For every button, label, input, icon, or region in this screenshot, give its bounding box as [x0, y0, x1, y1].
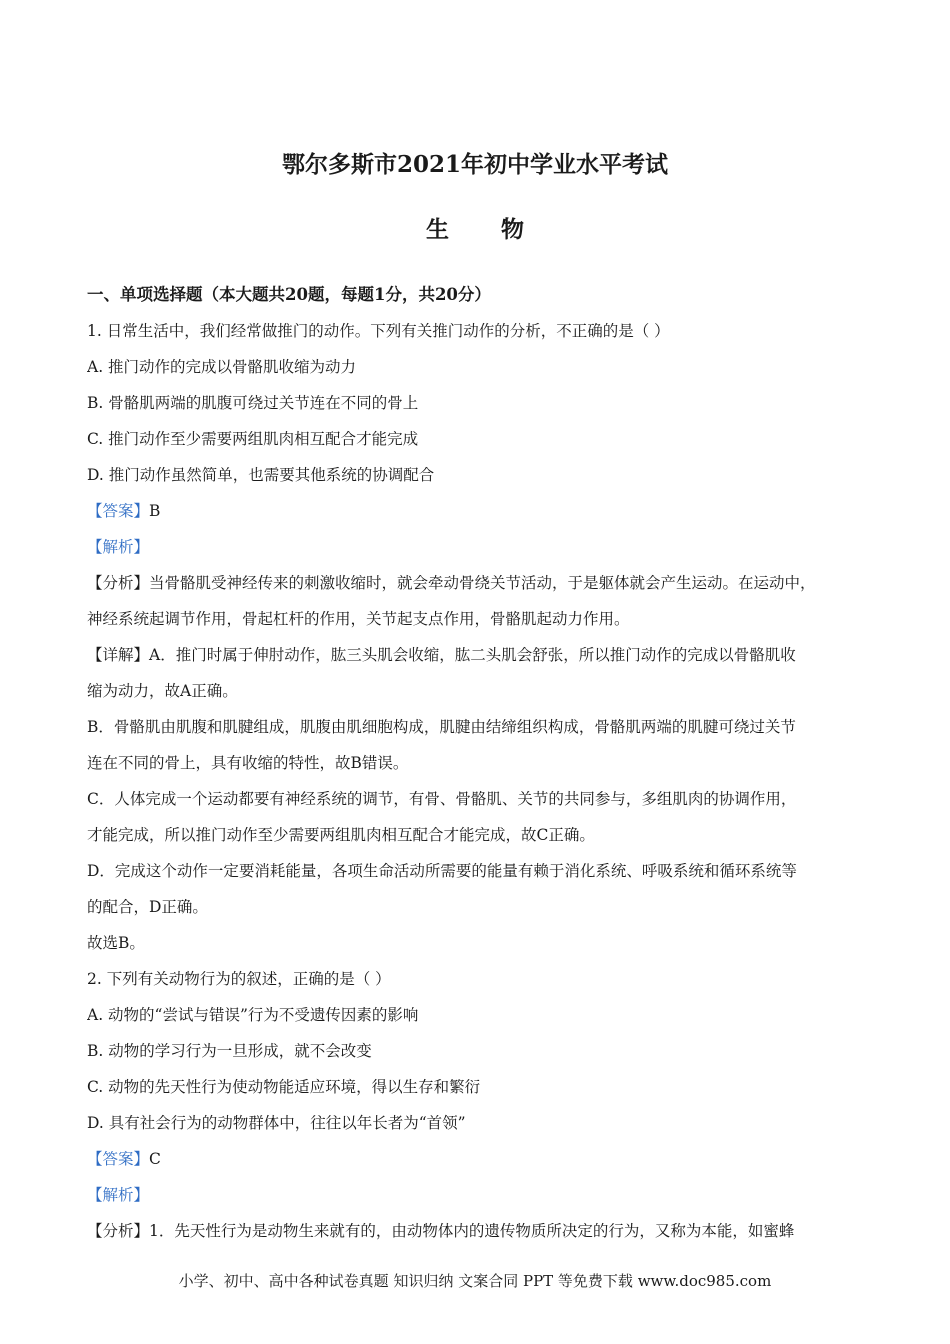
q1-fenxi-line-2: 神经系统起调节作用，骨起杠杆的作用，关节起支点作用，骨骼肌起动力作用。: [87, 610, 630, 628]
q1-answer-value: B: [149, 502, 161, 520]
answer-tag: 【答案】: [87, 1150, 150, 1168]
q1-xiangjie-d-line-1: D．完成这个动作一定要消耗能量，各项生命活动所需要的能量有赖于消化系统、呼吸系统和循环系统等: [87, 862, 797, 880]
q1-stem: 1. 日常生活中，我们经常做推门的动作。下列有关推门动作的分析，不正确的是（ ）: [87, 322, 670, 340]
q2-answer: [87, 1148, 877, 1170]
q2-stem: 2. 下列有关动物行为的叙述，正确的是（ ）: [87, 970, 391, 988]
q1-option-a: A. 推门动作的完成以骨骼肌收缩为动力: [87, 358, 357, 376]
page-footer: 小学、初中、高中各种试卷真题 知识归纳 文案合同 PPT 等免费下载 www.doc985.com: [178, 1272, 772, 1290]
fenxi-text: 1．先天性行为是动物生来就有的，由动物体内的遗传物质所决定的行为，又称为本能，如蜜蜂: [149, 1222, 795, 1240]
q1-conclusion: 故选B。: [87, 934, 145, 952]
q1-option-c: C. 推门动作至少需要两组肌肉相互配合才能完成: [87, 430, 419, 448]
subject-title: 生 物: [425, 216, 546, 243]
q2-option-c: C. 动物的先天性行为使动物能适应环境，得以生存和繁衍: [87, 1078, 481, 1096]
q2-option-d: D. 具有社会行为的动物群体中，往往以年长者为“首领”: [87, 1114, 466, 1132]
q1-xiangjie-c-line-1: C．人体完成一个运动都要有神经系统的调节，有骨、骨骼肌、关节的共同参与，多组肌肉的协调作用，: [87, 790, 797, 808]
q1-answer: [87, 500, 877, 522]
answer-tag: 【答案】: [87, 502, 150, 520]
q2-analysis: [87, 1184, 877, 1206]
q2-answer-value: C: [149, 1150, 161, 1168]
fenxi-tag: 【分析】: [87, 574, 150, 592]
q1-xiangjie-b-line-2: 连在不同的骨上，具有收缩的特性，故B错误。: [87, 754, 409, 772]
section-heading: 一、单项选择题（本大题共20题，每题1分，共20分）: [87, 285, 491, 304]
q1-xiangjie-a-line-2: 缩为动力，故A正确。: [87, 682, 238, 700]
q1-option-b: B. 骨骼肌两端的肌腹可绕过关节连在不同的骨上: [87, 394, 419, 412]
analysis-tag: 【解析】: [87, 538, 150, 556]
analysis-tag: 【解析】: [87, 1186, 150, 1204]
fenxi-tag: 【分析】: [87, 1222, 150, 1240]
xiangjie-text: A．推门时属于伸肘动作，肱三头肌会收缩，肱二头肌会舒张，所以推门动作的完成以骨骼肌收: [149, 646, 796, 664]
q2-option-b: B. 动物的学习行为一旦形成，就不会改变: [87, 1042, 372, 1060]
exam-title: 鄂尔多斯市2021年初中学业水平考试: [281, 151, 668, 178]
q2-option-a: A. 动物的“尝试与错误”行为不受遗传因素的影响: [87, 1006, 419, 1024]
q1-option-d: D. 推门动作虽然简单，也需要其他系统的协调配合: [87, 466, 435, 484]
q1-xiangjie-b-line-1: B．骨骼肌由肌腹和肌腱组成，肌腹由肌细胞构成，肌腱由结缔组织构成，骨骼肌两端的肌腱可绕过关节: [87, 718, 796, 736]
q2-fenxi-line-1: [87, 1220, 877, 1242]
q1-fenxi-line-1: [87, 572, 877, 594]
q1-xiangjie-c-line-2: 才能完成，所以推门动作至少需要两组肌肉相互配合才能完成，故C正确。: [87, 826, 595, 844]
fenxi-text: 当骨骼肌受神经传来的刺激收缩时，就会牵动骨绕关节活动，于是躯体就会产生运动。在运动中，: [149, 574, 816, 592]
xiangjie-tag: 【详解】: [87, 646, 150, 664]
q1-analysis: [87, 536, 877, 558]
q1-xiangjie-d-line-2: 的配合，D正确。: [87, 898, 208, 916]
q1-xiangjie-a-line-1: [87, 644, 877, 666]
